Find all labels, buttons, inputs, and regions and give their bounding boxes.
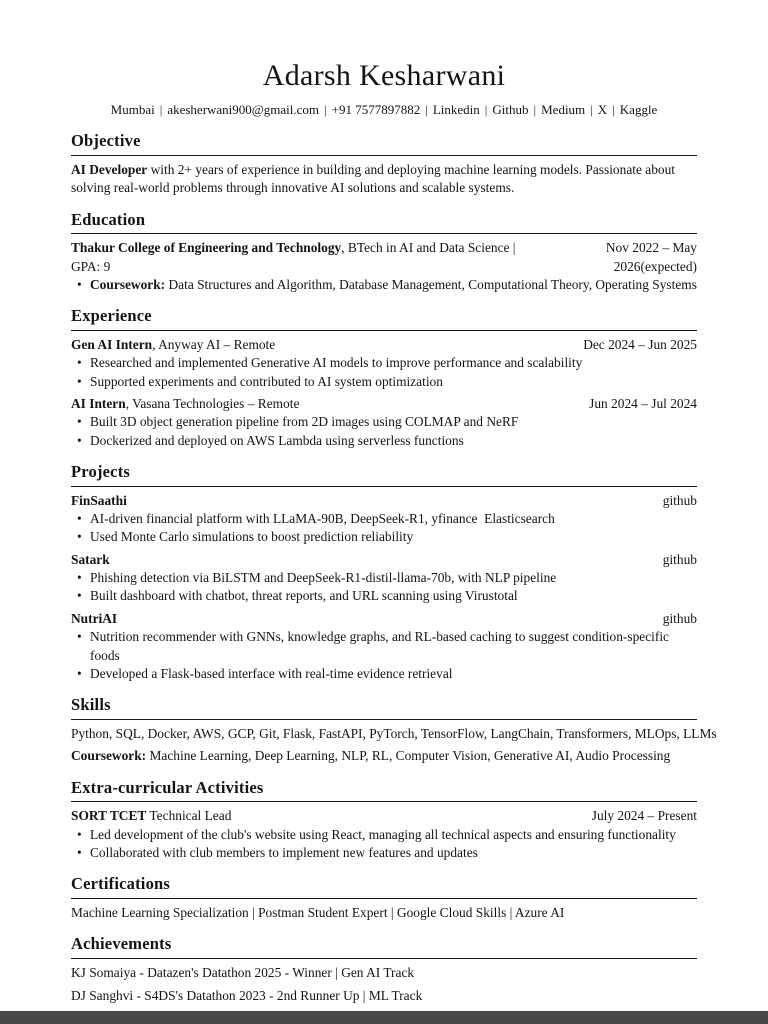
bullet-marker: • (77, 432, 82, 448)
bullet-marker: • (77, 373, 82, 389)
contact-separator: | (159, 102, 163, 117)
contact-separator: | (425, 102, 428, 117)
certifications-body (71, 904, 697, 922)
job-title: Gen AI Intern (71, 336, 153, 352)
project-entry (71, 492, 697, 547)
section-rule (71, 155, 697, 156)
education-dates: Nov 2022 – May 2026(expected) (605, 240, 697, 274)
bullet-item (71, 844, 697, 862)
achievements-body (71, 964, 697, 1006)
bullet-marker: • (77, 588, 82, 604)
experience-entry (71, 395, 697, 450)
experience-body (71, 336, 697, 450)
contact-github-link[interactable]: Github (492, 102, 529, 117)
contact-x-link[interactable]: X (597, 102, 608, 117)
bullet-item (71, 528, 697, 546)
bullet-item (71, 826, 697, 844)
viewer-background-strip (0, 1011, 768, 1024)
bullet-item (71, 276, 697, 294)
entry-title (71, 336, 571, 354)
education-entry-header (71, 239, 697, 276)
bullet-text: Led development of the club's website using React, managing all technical aspects and ensuring functionality (90, 826, 676, 842)
education-school: Thakur College of Engineering and Technology (71, 240, 342, 256)
project-entry (71, 551, 697, 606)
bullet-item (71, 569, 697, 587)
objective-lead: AI Developer (71, 161, 148, 177)
experience-entry (71, 336, 697, 391)
section-rule (71, 801, 697, 802)
entry-header (71, 336, 697, 354)
club-role: Technical Lead (146, 808, 232, 824)
skills-body (71, 725, 717, 766)
section-rule (71, 898, 697, 899)
education-heading: Education (71, 209, 146, 229)
entry-title (71, 395, 577, 413)
project-name: FinSaathi (71, 492, 127, 508)
project-entry (71, 610, 697, 683)
achievements-heading: Achievements (71, 934, 172, 954)
project-name: Satark (71, 551, 110, 567)
bullet-marker: • (77, 665, 82, 681)
contact-linkedin-link[interactable]: Linkedin (432, 102, 480, 117)
contact-phone: +91 7577897882 (331, 102, 421, 117)
section-extracurricular (71, 778, 697, 863)
section-projects (71, 462, 697, 683)
bullet-marker: • (77, 276, 82, 292)
section-objective (71, 131, 697, 197)
extracurricular-heading: Extra-curricular Activities (71, 777, 264, 797)
bullet-text: Built dashboard with chatbot, threat reports, and URL scanning using Virustotal (90, 588, 518, 604)
contact-email-link[interactable]: akesherwani900@gmail.com (167, 102, 320, 117)
bullet-marker: • (77, 511, 82, 526)
bullet-marker: • (77, 629, 82, 645)
bullet-item (71, 413, 697, 431)
experience-heading: Experience (71, 306, 152, 326)
entry-header (71, 492, 697, 510)
job-dates: Jun 2024 – Jul 2024 (589, 395, 697, 411)
objective-paragraph (71, 161, 697, 198)
job-title: AI Intern (71, 395, 126, 411)
objective-heading: Objective (71, 131, 141, 151)
coursework-label: Coursework: (90, 276, 166, 292)
project-github-link[interactable]: github (662, 610, 697, 626)
section-experience (71, 306, 697, 450)
section-rule (71, 719, 697, 720)
certifications-list: Machine Learning Specialization | Postman Student Expert | Google Cloud Skills | Azure AI (71, 904, 565, 920)
entry-title (71, 807, 580, 825)
bullet-marker: • (77, 826, 82, 842)
achievement-item: KJ Somaiya - Datazen's Datathon 2025 - Winner | Gen AI Track (71, 964, 415, 980)
bullet-item (71, 354, 697, 372)
skills-tools: Python, SQL, Docker, AWS, GCP, Git, Flask, FastAPI, PyTorch, TensorFlow, LangChain, Transformers, MLOps, LLMs (71, 725, 717, 741)
education-school-line (71, 239, 575, 257)
entry-header (71, 551, 697, 569)
job-company: , Anyway AI – Remote (152, 336, 276, 352)
club-dates: July 2024 – Present (591, 808, 697, 824)
bullet-text: Researched and implemented Generative AI models to improve performance and scalability (90, 355, 583, 371)
club-name: SORT TCET (71, 808, 147, 824)
bullet-item (71, 665, 697, 683)
section-rule (71, 958, 697, 959)
contact-kaggle-link[interactable]: Kaggle (619, 102, 658, 117)
projects-body (71, 492, 697, 684)
bullet-marker: • (77, 355, 82, 371)
coursework-text: Machine Learning, Deep Learning, NLP, RL, Computer Vision, Generative AI, Audio Processing (146, 748, 671, 764)
contact-line (71, 101, 697, 119)
bullet-text: Dockerized and deployed on AWS Lambda using serverless functions (90, 432, 464, 448)
bullet-marker: • (77, 529, 82, 545)
contact-medium-link[interactable]: Medium (541, 102, 586, 117)
education-coursework (90, 276, 697, 294)
education-entry-left (71, 239, 575, 276)
achievement-item: DJ Sanghvi - S4DS's Datathon 2023 - 2nd Runner Up | ML Track (71, 988, 423, 1004)
entry-header (71, 395, 697, 413)
objective-body (71, 161, 697, 198)
contact-separator: | (324, 102, 327, 117)
entry-header (71, 610, 697, 628)
contact-separator: | (533, 102, 537, 117)
contact-location: Mumbai (110, 102, 155, 117)
project-github-link[interactable]: github (662, 492, 697, 508)
objective-text: with 2+ years of experience in building and deploying machine learning models. Passionate about solving real-world problems through innovative AI solutions and scalable systems. (71, 161, 676, 196)
bullet-text: Built 3D object generation pipeline from 2D images using COLMAP and NeRF (90, 414, 519, 430)
extracurricular-entry (71, 807, 697, 862)
section-achievements (71, 934, 697, 1005)
skills-coursework (71, 747, 697, 765)
education-gpa: GPA: 9 (71, 258, 111, 274)
coursework-label: Coursework: (71, 748, 147, 764)
education-body (71, 239, 697, 294)
skills-heading: Skills (71, 695, 111, 715)
projects-heading: Projects (71, 462, 131, 482)
bullet-text: Supported experiments and contributed to AI system optimization (90, 373, 443, 389)
section-rule (71, 330, 697, 331)
entry-header (71, 807, 697, 825)
bullet-item (71, 628, 697, 665)
bullet-text: Used Monte Carlo simulations to boost prediction reliability (90, 529, 414, 545)
section-rule (71, 486, 697, 487)
coursework-text: Data Structures and Algorithm, Database Management, Computational Theory, Operating Systems (165, 276, 697, 292)
section-skills (71, 695, 717, 765)
section-rule (71, 233, 697, 234)
bullet-text: Nutrition recommender with GNNs, knowledge graphs, and RL-based caching to suggest condition-specific foods (90, 629, 673, 663)
extracurricular-body (71, 807, 697, 862)
contact-separator: | (612, 102, 615, 117)
contact-separator: | (590, 102, 593, 117)
bullet-marker: • (77, 844, 82, 860)
bullet-text: Phishing detection via BiLSTM and DeepSeek-R1-distil-llama-70b, with NLP pipeline (90, 570, 557, 586)
education-entry (71, 239, 697, 294)
job-dates: Dec 2024 – Jun 2025 (583, 336, 697, 352)
section-certifications (71, 874, 697, 922)
job-company: , Vasana Technologies – Remote (125, 395, 300, 411)
bullet-text: Developed a Flask-based interface with real-time evidence retrieval (90, 665, 453, 681)
bullet-item (71, 587, 697, 605)
bullet-text: Collaborated with club members to implement new features and updates (90, 844, 478, 860)
person-name: Adarsh Kesharwani (262, 59, 506, 92)
bullet-item (71, 510, 697, 528)
section-education (71, 210, 697, 295)
certifications-heading: Certifications (71, 874, 171, 894)
bullet-item (71, 432, 697, 450)
bullet-item (71, 373, 697, 391)
project-name: NutriAI (71, 610, 118, 626)
bullet-marker: • (77, 570, 82, 586)
contact-separator: | (484, 102, 488, 117)
bullet-marker: • (77, 414, 82, 430)
bullet-text: AI-driven financial platform with LLaMA-90B, DeepSeek-R1, yfinance Elasticsearch (90, 511, 555, 526)
education-degree: , BTech in AI and Data Science | (341, 240, 516, 256)
project-github-link[interactable]: github (662, 551, 697, 567)
